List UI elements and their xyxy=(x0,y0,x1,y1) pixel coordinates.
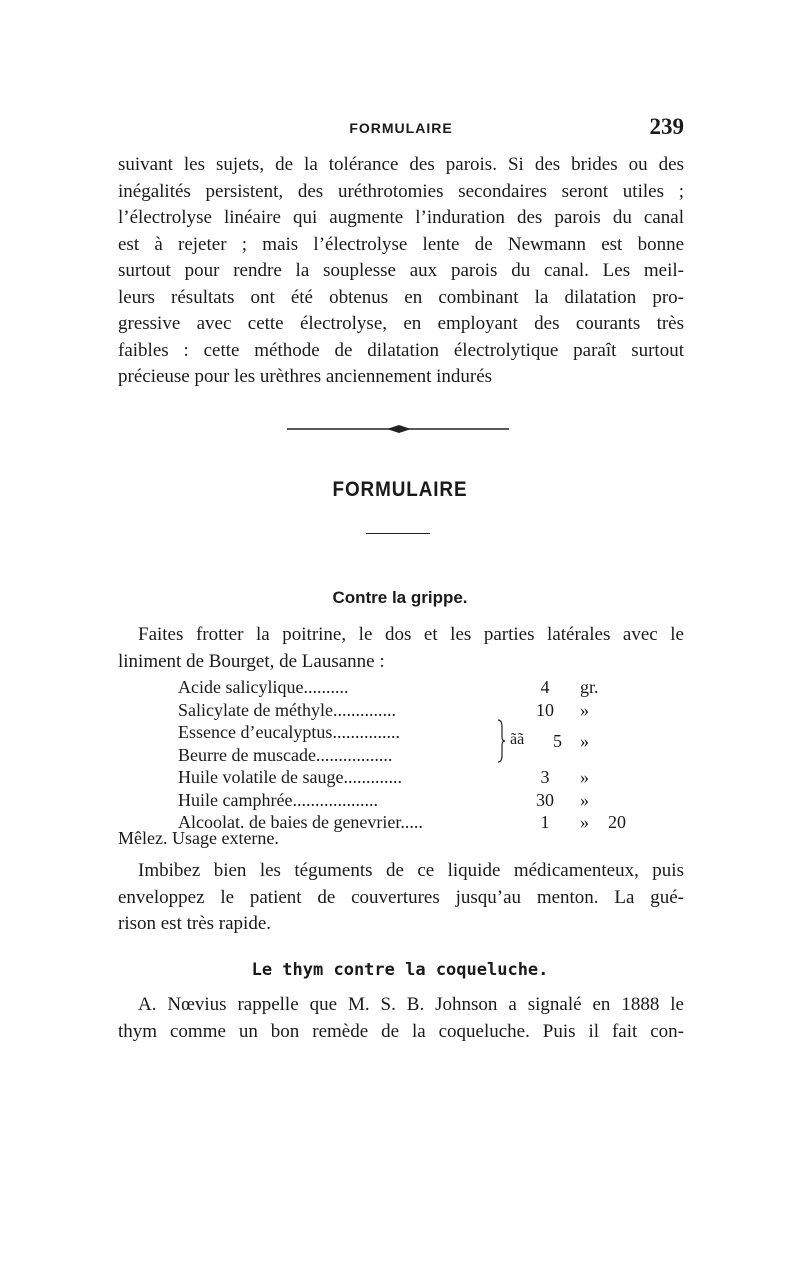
paragraph-line: précieuse pour les urèthres anciennement indurés xyxy=(118,366,493,387)
ingredient-unit: » xyxy=(580,767,589,787)
recipe-row xyxy=(118,744,684,767)
thym-paragraph xyxy=(118,992,684,1045)
recipe-row xyxy=(118,699,684,722)
recipe-row xyxy=(118,676,684,699)
recipe-list xyxy=(118,676,684,834)
ingredient-unit: » xyxy=(580,699,589,720)
paragraph-line: inégalités persistent, des uréthrotomies secondaires seront utiles ; xyxy=(118,180,684,202)
running-head xyxy=(118,116,684,140)
recipe-row xyxy=(118,766,684,789)
ingredient-qty: 3 xyxy=(540,767,550,787)
grouped-qty: 5 xyxy=(553,731,562,751)
paragraph-line: rison est très rapide. xyxy=(118,913,272,934)
intro-paragraph xyxy=(118,152,684,391)
grouped-label: ãã xyxy=(510,731,525,748)
ingredient-name: Alcoolat. de baies de genevrier..... xyxy=(178,812,423,832)
ingredient-name: Beurre de muscade................. xyxy=(178,744,393,765)
ingredient-qty: 10 xyxy=(536,699,554,720)
grippe-intro xyxy=(118,622,684,675)
ingredient-unit: gr. xyxy=(580,677,599,697)
page-number: 239 xyxy=(649,114,684,139)
ingredient-name: Huile volatile de sauge............. xyxy=(178,767,402,787)
paragraph-line: enveloppez le patient de couvertures jusqu’au menton. La gué- xyxy=(118,886,684,908)
divider-ornament xyxy=(287,422,509,436)
running-head-title: FORMULAIRE xyxy=(349,120,453,136)
paragraph-line: Imbibez bien les téguments de ce liquide médicamenteux, puis xyxy=(138,860,684,881)
grouped-unit: » xyxy=(580,731,589,751)
paragraph-line: thym comme un bon remède de la coqueluche. Puis il fait con- xyxy=(118,1020,684,1042)
paragraph-line: liniment de Bourget, de Lausanne : xyxy=(118,650,385,672)
paragraph-line: A. Nœvius rappelle que M. S. B. Johnson a signalé en 1888 le xyxy=(138,994,684,1015)
ingredient-unit: » xyxy=(580,812,589,832)
paragraph-line: faibles : cette méthode de dilatation électrolytique paraît surtout xyxy=(118,339,684,361)
ingredient-name: Essence d’eucalyptus............... xyxy=(178,722,400,742)
section-title: FORMULAIRE xyxy=(332,478,468,501)
ingredient-qty: 4 xyxy=(540,677,550,697)
recipe-row xyxy=(118,721,684,744)
paragraph-line: est à rejeter ; mais l’électrolyse lente de Newmann est bonne xyxy=(118,233,684,255)
paragraph-line: gressive avec cette électrolyse, en employant des courants très xyxy=(118,313,684,334)
grippe-heading: Contre la grippe. xyxy=(332,588,468,607)
ingredient-name: Salicylate de méthyle.............. xyxy=(178,699,396,720)
ingredient-name: Acide salicylique.......... xyxy=(178,677,349,697)
ingredient-qty: 1 xyxy=(540,812,550,832)
ingredient-name: Huile camphrée................... xyxy=(178,789,378,810)
paragraph-line: Faites frotter la poitrine, le dos et les parties latérales avec le xyxy=(138,624,684,645)
grippe-after xyxy=(118,858,684,938)
section-rule xyxy=(366,533,430,534)
recipe-row xyxy=(118,789,684,812)
paragraph-line: leurs résultats ont été obtenus en combinant la dilatation pro- xyxy=(118,286,684,308)
ingredient-qty: 30 xyxy=(536,789,554,810)
thym-heading: Le thym contre la coqueluche. xyxy=(251,960,549,980)
brace-icon xyxy=(496,719,506,763)
paragraph-line: l’électrolyse linéaire qui augmente l’induration des parois du canal xyxy=(118,207,684,228)
ingredient-unit: » xyxy=(580,789,589,810)
paragraph-line: suivant les sujets, de la tolérance des parois. Si des brides ou des xyxy=(118,154,684,175)
ingredient-extra: 20 xyxy=(608,812,626,832)
usage-note: Mêlez. Usage externe. xyxy=(118,828,279,848)
paragraph-line: surtout pour rendre la souplesse aux parois du canal. Les meil- xyxy=(118,260,684,281)
